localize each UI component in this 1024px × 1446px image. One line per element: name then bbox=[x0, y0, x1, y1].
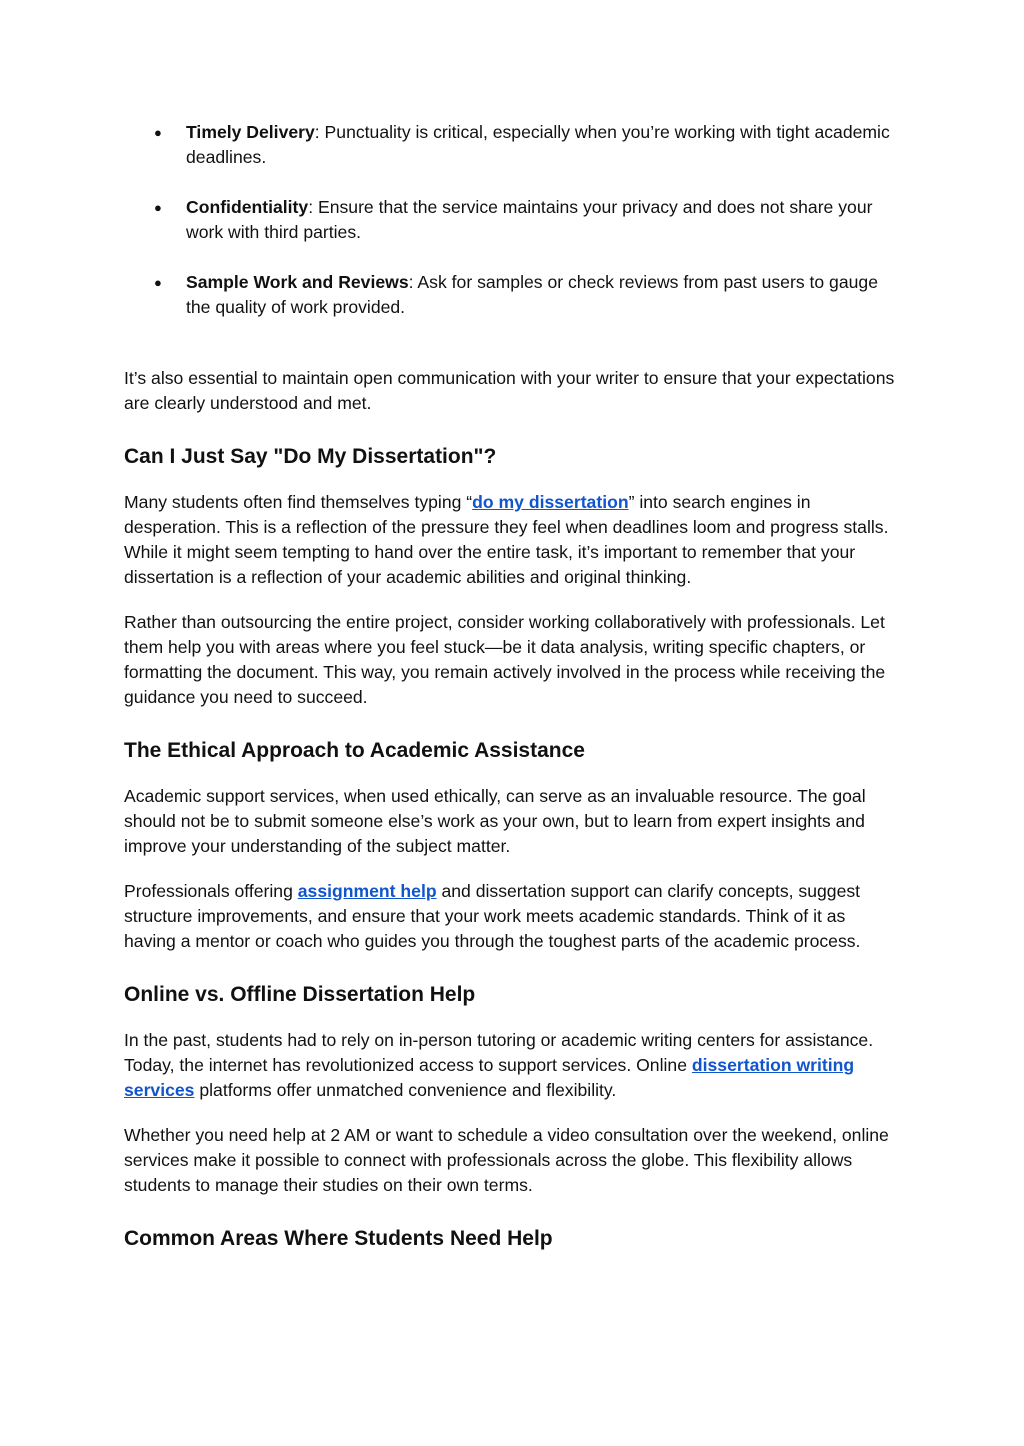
paragraph: Academic support services, when used ethically, can serve as an invaluable resource. The goal should not be to submit someone else’s work as your own, but to learn from expert insights and improve your understanding of the subject matter. bbox=[124, 786, 866, 856]
paragraph-text: Professionals offering bbox=[124, 881, 298, 901]
paragraph-text: ” into search engines in desperation. This is a reflection of the pressure they feel when deadlines loom and progress stalls. While it might seem tempting to hand over the entire task, it’s important to remember that your dissertation is a reflection of your academic abilities and original thinking. bbox=[124, 492, 889, 587]
section-heading-common-areas: Common Areas Where Students Need Help bbox=[124, 1227, 553, 1250]
list-item-term: Confidentiality bbox=[186, 197, 309, 217]
paragraph: Rather than outsourcing the entire project, consider working collaboratively with professionals. Let them help you with areas where you feel stuck—be it data analysis, writing specific chapters, or formatting the document. This way, you remain actively involved in the process while receiving the guidance you need to succeed. bbox=[124, 612, 886, 707]
paragraph bbox=[124, 490, 899, 590]
criteria-list bbox=[124, 120, 899, 320]
paragraph-text: and dissertation support can clarify concepts, suggest structure improvements, and ensure that your work meets academic standards. Think of it as having a mentor or coach who guides you through the toughest parts of the academic process. bbox=[124, 881, 861, 951]
section-heading-ethical-approach: The Ethical Approach to Academic Assistance bbox=[124, 739, 585, 762]
list-item-term: Sample Work and Reviews bbox=[186, 272, 409, 292]
list-item bbox=[124, 195, 899, 245]
list-item bbox=[124, 120, 899, 170]
paragraph bbox=[124, 1028, 899, 1103]
intro-paragraph: It’s also essential to maintain open communication with your writer to ensure that your expectations are clearly understood and met. bbox=[124, 368, 895, 413]
paragraph-text: platforms offer unmatched convenience and flexibility. bbox=[194, 1080, 617, 1100]
section-heading-do-my-dissertation: Can I Just Say "Do My Dissertation"? bbox=[124, 445, 497, 468]
bullet-icon: ● bbox=[154, 275, 162, 290]
list-item-text: : Ask for samples or check reviews from past users to gauge the quality of work provided. bbox=[186, 272, 878, 317]
document-page bbox=[124, 120, 899, 1272]
section-heading-online-vs-offline: Online vs. Offline Dissertation Help bbox=[124, 983, 476, 1006]
list-item-term: Timely Delivery bbox=[186, 122, 315, 142]
bullet-icon: ● bbox=[154, 125, 162, 140]
list-item-text: : Punctuality is critical, especially when you’re working with tight academic deadlines. bbox=[186, 122, 890, 167]
paragraph: Whether you need help at 2 AM or want to schedule a video consultation over the weekend, online services make it possible to connect with professionals across the globe. This flexibility allows students to manage their studies on their own terms. bbox=[124, 1125, 889, 1195]
list-item-text: : Ensure that the service maintains your privacy and does not share your work with third parties. bbox=[186, 197, 873, 242]
paragraph-text: In the past, students had to rely on in-person tutoring or academic writing centers for assistance. Today, the internet has revolutionized access to support services. Online bbox=[124, 1030, 874, 1075]
dissertation-writing-services-link[interactable]: dissertation writing services bbox=[124, 1055, 855, 1100]
paragraph bbox=[124, 879, 899, 954]
paragraph-text: Many students often find themselves typing “ bbox=[124, 492, 473, 512]
list-item bbox=[124, 270, 899, 320]
bullet-icon: ● bbox=[154, 200, 162, 215]
do-my-dissertation-link[interactable]: do my dissertation bbox=[472, 492, 629, 512]
assignment-help-link[interactable]: assignment help bbox=[297, 881, 437, 901]
